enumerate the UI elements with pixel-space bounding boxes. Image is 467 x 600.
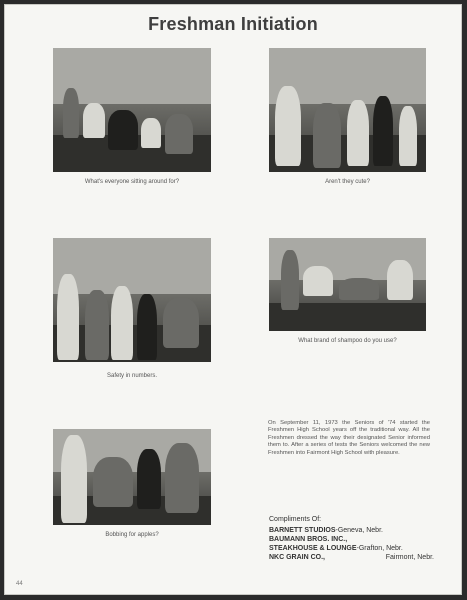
photo-caption: Bobbing for apples? <box>105 532 159 538</box>
photo-dressed-freshmen <box>269 48 426 172</box>
photo-caption: What brand of shampoo do you use? <box>298 338 397 344</box>
sponsor-place: Fairmont, Nebr. <box>385 554 434 561</box>
sponsor-place: -Geneva, Nebr. <box>335 527 383 534</box>
sponsor-place: -Grafton, Nebr. <box>356 545 403 552</box>
sponsor-name: BAUMANN BROS. INC., <box>269 536 348 543</box>
photo-shampoo <box>269 238 426 331</box>
photo-caption: Aren't they cute? <box>325 179 370 185</box>
sponsor-line <box>269 553 434 562</box>
page-number: 44 <box>16 581 23 587</box>
sponsor-name: STEAKHOUSE & LOUNGE <box>269 545 357 552</box>
page-title: Freshman Initiation <box>148 14 318 34</box>
sponsor-line <box>269 544 434 553</box>
photo-caption: Safety in numbers. <box>106 373 158 379</box>
yearbook-page <box>4 4 462 595</box>
sponsor-line <box>269 526 434 535</box>
photo-group-freshmen <box>53 238 211 362</box>
story-paragraph: On September 11, 1973 the Seniors of '74 started the Freshmen High School years off the traditional way. All the Freshmen dressed the way their designated Senior informed them to. After a series of tests the Seniors welcomed the new Freshmen into Fairmont High School with pleasure. <box>268 420 430 456</box>
photo-students-sitting <box>53 48 211 172</box>
sponsor-line <box>269 535 434 544</box>
photo-bobbing-apples <box>53 429 211 525</box>
sponsor-name: NKC GRAIN CO., <box>269 554 325 561</box>
compliments-heading: Compliments Of: <box>269 516 322 523</box>
sponsor-name: BARNETT STUDIOS <box>269 527 336 534</box>
photo-caption: What's everyone sitting around for? <box>84 179 180 185</box>
compliments-block <box>269 516 434 562</box>
